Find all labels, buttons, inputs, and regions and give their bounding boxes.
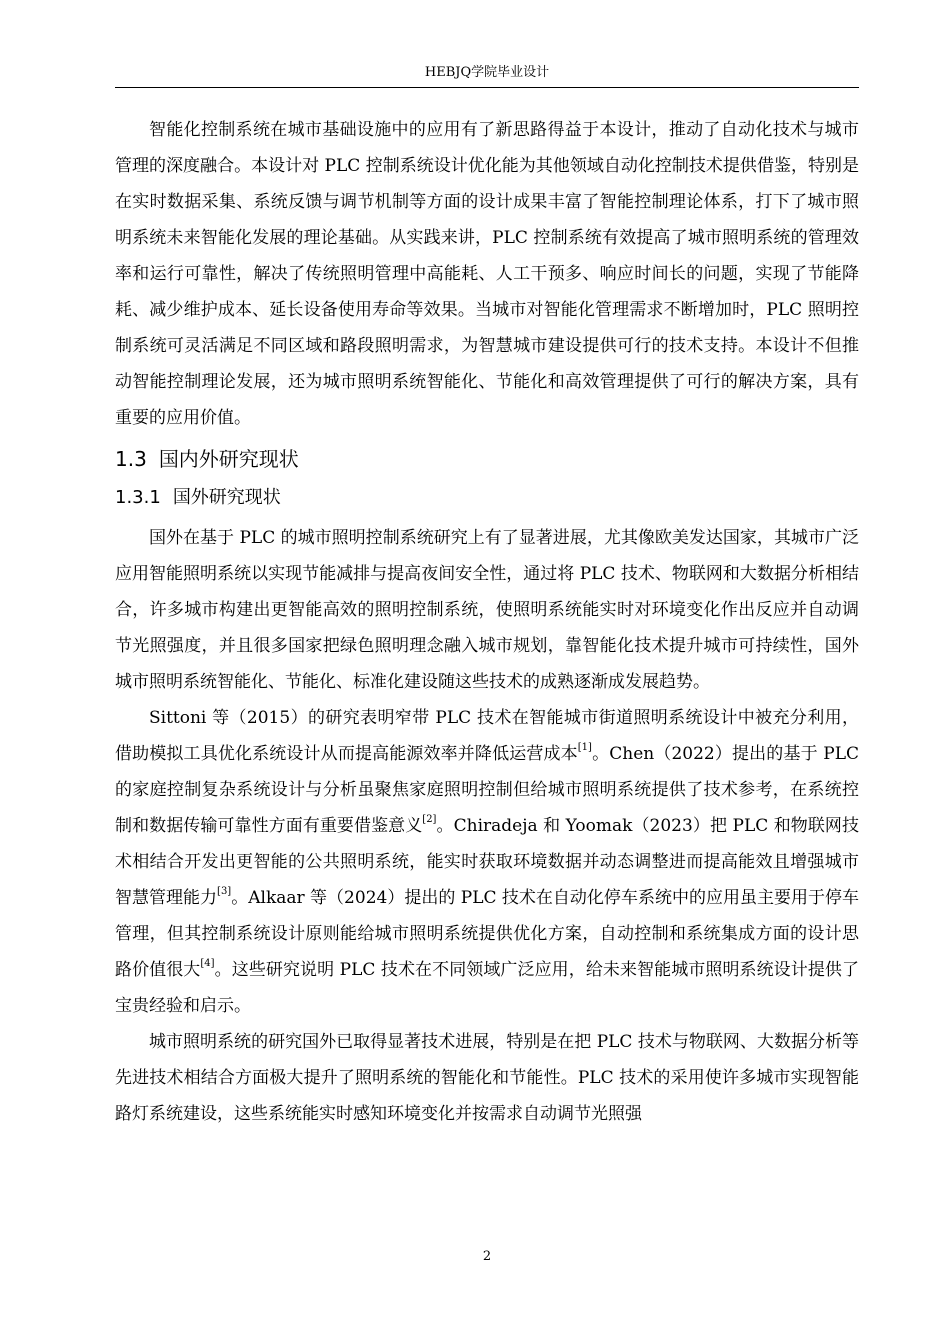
paragraph-foreign-overview: 国外在基于 PLC 的城市照明控制系统研究上有了显著进展，尤其像欧美发达国家，其城市广泛应用智能照明系统以实现节能减排与提高夜间安全性，通过将 PLC 技术、物联网和大数据分析相结合，许多城市构建出更智能高效的照明控制系统，使照明系统能实时对环境变化作出反应并自动调节光照强度，并且很多国家把绿色照明理念融入城市规划，靠智能化技术提升城市可持续性，国外城市照明系统智能化、节能化、标准化建设随这些技术的成熟逐渐成发展趋势。 [115,528,859,692]
section-title: 国内外研究现状 [158,447,299,471]
page-body [115,112,859,1132]
citation-ref: [3] [217,886,232,897]
text-run: Sittoni 等（2015）的研究表明窄带 PLC 技术在智能城市街道照明系统设计中被充分利用，借助模拟工具优化系统设计从而提高能源效率并降低运营成本 [115,708,859,764]
citation-ref: [1] [577,742,592,753]
page-number: 2 [482,1249,492,1264]
citation-ref: [4] [200,958,215,969]
text-run: 。这些研究说明 PLC 技术在不同领域广泛应用，给未来智能城市照明系统设计提供了宝贵经验和启示。 [115,960,859,1016]
text-run: 。Chiradeja 和 Yoomak（2023）把 PLC 和物联网技术相结合开发出更智能的公共照明系统，能实时获取环境数据并动态调整进而提高能效且增强城市智慧管理能力 [115,816,860,908]
section-number: 1.3 [115,447,147,471]
header-divider [115,87,859,88]
subsection-number: 1.3.1 [115,487,161,508]
text-run: 。Chen（2022）提出的基于 PLC 的家庭控制复杂系统设计与分析虽聚焦家庭照明控制但给城市照明系统提供了技术参考，在系统控制和数据传输可靠性方面有重要借鉴意义 [115,744,859,836]
running-header: HEBJQ学院毕业设计 [424,65,550,80]
subsection-heading [115,484,859,520]
paragraph-foreign-progress: 城市照明系统的研究国外已取得显著技术进展，特别是在把 PLC 技术与物联网、大数据分析等先进技术相结合方面极大提升了照明系统的智能化和节能性。PLC 技术的采用使许多城市实现智能路灯系统建设，这些系统能实时感知环境变化并按需求自动调节光照强 [115,1032,859,1124]
paragraph-significance: 智能化控制系统在城市基础设施中的应用有了新思路得益于本设计，推动了自动化技术与城市管理的深度融合。本设计对 PLC 控制系统设计优化能为其他领域自动化控制技术提供借鉴，特别是在实时数据采集、系统反馈与调节机制等方面的设计成果丰富了智能控制理论体系，打下了城市照明系统未来智能化发展的理论基础。从实践来讲，PLC 控制系统有效提高了城市照明系统的管理效率和运行可靠性，解决了传统照明管理中高能耗、人工干预多、响应时间长的问题，实现了节能降耗、减少维护成本、延长设备使用寿命等效果。当城市对智能化管理需求不断增加时，PLC 照明控制系统可灵活满足不同区域和路段照明需求，为智慧城市建设提供可行的技术支持。本设计不但推动智能控制理论发展，还为城市照明系统智能化、节能化和高效管理提供了可行的解决方案，具有重要的应用价值。 [115,120,859,428]
citation-ref: [2] [422,814,437,825]
text-run: 。Alkaar 等（2024）提出的 PLC 技术在自动化停车系统中的应用虽主要用于停车管理，但其控制系统设计原则能给城市照明系统提供优化方案，自动控制和系统集成方面的设计思路价值很大 [115,888,860,980]
subsection-title: 国外研究现状 [172,487,281,508]
section-heading [115,436,859,484]
paragraph-literature-review [115,700,859,1024]
